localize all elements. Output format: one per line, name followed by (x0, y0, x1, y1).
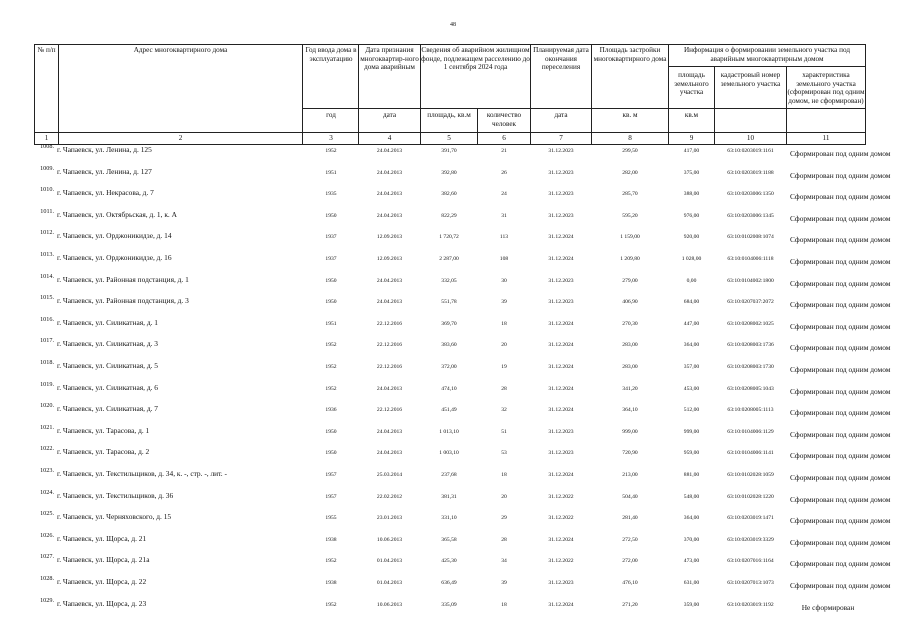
cell-people: 53 (501, 450, 507, 457)
cell-n: 1017. (40, 337, 54, 345)
header-characteristic: характеристика земельного участка (сформирован под одним домом, не сформирован) (787, 71, 865, 105)
cell-land: 388,00 (683, 191, 700, 198)
cell-date: 23.01.2013 (376, 515, 403, 522)
cell-year: 1935 (325, 191, 337, 198)
cell-people: 28 (501, 385, 507, 392)
cell-land: 417,00 (683, 148, 700, 154)
cell-people: 39 (501, 299, 507, 306)
cell-addr: г. Чапаевск, ул. Ленина, д. 127 (57, 166, 152, 176)
cell-date: 24.04.2013 (376, 428, 403, 435)
cell-addr: г. Чапаевск, ул. Щорса, д. 23 (57, 598, 147, 608)
cell-people: 20 (501, 342, 507, 349)
cell-n: 1019. (40, 380, 54, 388)
cell-date: 10.06.2013 (376, 601, 403, 608)
cell-date: 24.04.2013 (376, 191, 403, 198)
cell-land: 512,00 (683, 407, 700, 414)
header-area: Площадь застройки многоквартирного дома (593, 46, 667, 63)
cell-build: 283,00 (622, 364, 638, 370)
cell-year: 1952 (325, 385, 337, 392)
cell-plan: 31.12.2024 (548, 234, 574, 241)
header-cadastral: кадастровый номер земельного участка (720, 71, 781, 88)
cell-addr: г. Чапаевск, ул. Щорса, д. 21а (57, 555, 150, 565)
page-number: 48 (450, 22, 456, 28)
cell-n: 1008. (40, 143, 54, 150)
cell-year: 1957 (325, 493, 337, 500)
cell-year: 1952 (325, 364, 337, 370)
cell-year: 1950 (325, 428, 337, 435)
cell-addr: г. Чапаевск, ул. Щорса, д. 22 (57, 577, 147, 586)
col-index: 6 (502, 134, 506, 142)
cell-n: 1011. (40, 207, 54, 215)
cell-cad: 63:10:0104006:1118 (727, 256, 774, 262)
cell-char: Сформирован под одним домом (790, 235, 891, 245)
table-row (34, 251, 891, 275)
cell-build: 281,40 (622, 515, 638, 522)
table-row (34, 272, 891, 297)
cell-plan: 31.12.2024 (548, 407, 574, 414)
header-year: Год ввода дома в эксплуатацию (305, 46, 357, 63)
cell-cad: 63:10:0104002:1800 (727, 277, 774, 284)
table-row (34, 488, 891, 513)
cell-area: 372,00 (441, 364, 457, 370)
col-index: 7 (559, 134, 563, 142)
header-info: Сведения об аварийном жилищном фонде, подлежащем расселению до 1 сентября 2024 года (421, 46, 530, 72)
cell-people: 51 (501, 428, 507, 435)
cell-build: 999,00 (622, 428, 638, 435)
cell-people: 20 (501, 493, 507, 500)
cell-date: 12.09.2013 (376, 234, 403, 241)
cell-date: 24.04.2013 (376, 148, 403, 154)
cell-people: 32 (501, 407, 507, 414)
table-row (34, 531, 891, 556)
cell-char: Сформирован под одним домом (790, 473, 891, 482)
cell-cad: 63:10:0208003:1736 (727, 342, 774, 349)
cell-n: 1009. (40, 164, 54, 172)
cell-date: 12.09.2013 (376, 256, 403, 262)
cell-land: 473,00 (683, 558, 700, 565)
col-index: 1 (44, 134, 49, 142)
cell-n: 1024. (40, 488, 54, 496)
cell-n: 1023. (40, 467, 54, 474)
header-address: Адрес многоквартирного дома (133, 46, 228, 54)
header-land-area: площадь земельного участка (674, 71, 709, 97)
cell-land: 364,00 (683, 515, 700, 522)
cell-year: 1952 (325, 558, 337, 565)
cell-build: 299,50 (622, 148, 638, 154)
cell-land: 684,00 (683, 299, 700, 306)
cell-land: 881,00 (683, 472, 700, 478)
cell-area: 331,10 (441, 515, 457, 522)
table-row (34, 380, 891, 405)
col-index: 11 (822, 134, 830, 142)
cell-area: 391,70 (441, 148, 457, 154)
table-row (34, 575, 891, 599)
table-row (34, 164, 891, 189)
cell-land: 976,00 (683, 212, 700, 219)
table-row (34, 467, 891, 491)
cell-cad: 63:10:0203006:1350 (727, 191, 774, 198)
cell-build: 285,70 (622, 191, 638, 198)
cell-people: 18 (501, 601, 507, 608)
cell-date: 24.04.2013 (376, 277, 403, 284)
cell-addr: г. Чапаевск, ул. Орджоникидзе, д. 14 (57, 231, 172, 241)
cell-plan: 31.12.2023 (548, 212, 574, 219)
table-row (34, 229, 891, 253)
cell-area: 425,30 (441, 558, 457, 565)
table-row (34, 294, 891, 318)
cell-people: 113 (499, 234, 509, 241)
cell-build: 271,20 (622, 601, 638, 608)
cell-plan: 31.12.2024 (548, 472, 574, 478)
table-header (34, 44, 866, 145)
cell-addr: г. Чапаевск, ул. Силикатная, д. 5 (57, 361, 158, 370)
table-row (34, 445, 891, 469)
cell-n: 1028. (40, 575, 54, 582)
cell-plan: 31.12.2023 (548, 299, 574, 306)
cell-year: 1950 (325, 299, 337, 306)
cell-char: Сформирован под одним домом (790, 516, 891, 526)
cell-addr: г. Чапаевск, ул. Силикатная, д. 7 (57, 404, 158, 414)
header-no: № п/п (37, 46, 56, 54)
cell-people: 21 (501, 148, 507, 154)
cell-cad: 63:10:0208003:1730 (727, 364, 774, 370)
cell-land: 357,00 (683, 364, 700, 370)
cell-addr: г. Чапаевск, ул. Тарасова, д. 2 (57, 447, 150, 457)
cell-addr: г. Чапаевск, ул. Некрасова, д. 7 (57, 188, 154, 198)
cell-area: 2 287,00 (439, 256, 459, 262)
cell-char: Сформирован под одним домом (790, 278, 891, 288)
cell-build: 283,00 (622, 342, 638, 349)
cell-cad: 63:10:0104006:1129 (727, 428, 774, 435)
cell-year: 1938 (325, 536, 337, 543)
cell-year: 1952 (325, 342, 337, 349)
col-index: 4 (387, 134, 392, 142)
cell-people: 29 (501, 515, 507, 522)
cell-n: 1029. (40, 596, 54, 604)
cell-area: 451,49 (441, 407, 457, 414)
cell-plan: 31.12.2024 (548, 364, 574, 370)
table-row (34, 207, 891, 232)
cell-cad: 63:10:0203019:3329 (727, 536, 774, 543)
cell-area: 369,70 (441, 320, 457, 327)
cell-build: 504,40 (622, 493, 638, 500)
cell-area: 1 720,72 (439, 234, 459, 241)
cell-cad: 63:10:0203006:1345 (727, 212, 774, 219)
cell-cad: 63:10:0203019:1161 (727, 148, 774, 154)
cell-area: 474,10 (441, 385, 457, 392)
cell-people: 18 (501, 320, 507, 327)
cell-build: 406,90 (622, 299, 638, 306)
cell-char: Сформирован под одним домом (790, 300, 891, 310)
table-row (34, 402, 891, 426)
cell-cad: 63:10:0102008:1074 (727, 234, 774, 241)
cell-build: 1 159,00 (620, 234, 640, 241)
cell-date: 01.04.2013 (376, 558, 403, 565)
cell-char: Сформирован под одним домом (790, 257, 891, 266)
cell-char: Сформирован под одним домом (790, 365, 891, 374)
cell-cad: 63:10:0203019:1192 (727, 601, 774, 608)
cell-n: 1013. (40, 251, 54, 258)
cell-n: 1027. (40, 553, 54, 561)
cell-area: 822,29 (441, 212, 457, 219)
table-row (34, 596, 874, 621)
cell-addr: г. Чапаевск, ул. Силикатная, д. 1 (57, 317, 158, 327)
unit-year: год (326, 111, 336, 119)
cell-addr: г. Чапаевск, ул. Силикатная, д. 3 (57, 339, 158, 349)
cell-addr: г. Чапаевск, ул. Текстильщиков, д. 36 (57, 490, 174, 500)
cell-land: 359,00 (683, 601, 700, 608)
cell-year: 1938 (325, 580, 337, 586)
cell-area: 1 003,10 (439, 450, 459, 457)
cell-cad: 63:10:0207013:1073 (727, 580, 774, 586)
cell-people: 30 (501, 277, 507, 284)
cell-addr: г. Чапаевск, ул. Тарасова, д. 1 (57, 425, 150, 435)
cell-people: 31 (501, 212, 507, 219)
cell-char: Сформирован под одним домом (790, 149, 891, 158)
cell-area: 382,60 (441, 191, 457, 198)
cell-land: 0,00 (686, 277, 697, 284)
cell-year: 1950 (325, 212, 337, 219)
cell-plan: 31.12.2024 (548, 385, 574, 392)
col-index: 2 (178, 134, 183, 142)
unit-plan: дата (554, 111, 568, 119)
cell-land: 548,00 (683, 493, 700, 500)
cell-year: 1952 (325, 601, 337, 608)
cell-char: Сформирован под одним домом (790, 213, 891, 223)
cell-year: 1937 (325, 234, 337, 241)
cell-plan: 31.12.2023 (548, 277, 574, 284)
cell-plan: 31.12.2022 (548, 558, 574, 565)
cell-plan: 31.12.2023 (548, 191, 574, 198)
cell-char: Сформирован под одним домом (790, 343, 891, 353)
cell-plan: 31.12.2023 (548, 148, 574, 154)
cell-char: Сформирован под одним домом (790, 581, 891, 590)
cell-year: 1957 (325, 472, 337, 478)
cell-build: 213,00 (622, 472, 638, 478)
cell-year: 1955 (325, 515, 337, 522)
cell-build: 270,30 (622, 320, 638, 327)
cell-n: 1022. (40, 445, 54, 453)
cell-addr: г. Чапаевск, ул. Районная подстанция, д. 1 (57, 274, 189, 284)
col-index: 9 (689, 134, 694, 142)
cell-char: Сформирован под одним домом (790, 537, 891, 547)
cell-land: 631,00 (683, 580, 700, 586)
cell-land: 1 028,00 (681, 256, 702, 262)
cell-build: 272,00 (622, 558, 638, 565)
cell-build: 720,90 (622, 450, 638, 457)
cell-date: 24.04.2013 (376, 299, 403, 306)
cell-char: Сформирован под одним домом (790, 321, 891, 331)
table-row (34, 143, 891, 167)
cell-plan: 31.12.2023 (548, 169, 574, 176)
cell-addr: г. Чапаевск, ул. Районная подстанция, д. 3 (57, 296, 189, 306)
cell-plan: 31.12.2022 (548, 515, 574, 522)
cell-n: 1020. (40, 402, 54, 410)
cell-date: 10.06.2013 (376, 536, 403, 543)
cell-cad: 63:10:0203019:1188 (727, 169, 774, 176)
cell-date: 25.03.2014 (376, 472, 403, 478)
cell-area: 1 013,10 (439, 428, 459, 435)
cell-plan: 31.12.2023 (548, 580, 574, 586)
cell-date: 22.12.2016 (376, 320, 403, 327)
cell-char: Сформирован под одним домом (790, 494, 891, 504)
cell-cad: 63:10:0207037:2072 (727, 299, 774, 306)
cell-area: 332,05 (441, 277, 457, 284)
cell-area: 636,49 (441, 580, 457, 586)
cell-n: 1016. (40, 315, 54, 323)
cell-area: 551,78 (441, 299, 457, 306)
table-row (34, 553, 891, 577)
cell-people: 24 (501, 191, 507, 198)
cell-plan: 31.12.2024 (548, 536, 574, 543)
cell-area: 381,31 (441, 493, 457, 500)
cell-date: 24.04.2013 (376, 212, 403, 219)
cell-addr: г. Чапаевск, ул. Орджоникидзе, д. 16 (57, 253, 172, 262)
cell-date: 22.12.2016 (376, 407, 403, 414)
cell-people: 108 (499, 256, 509, 262)
cell-char: Сформирован под одним домом (790, 386, 891, 396)
cell-area: 335,09 (441, 601, 457, 608)
cell-land: 453,00 (683, 385, 700, 392)
cell-build: 341,20 (622, 385, 638, 392)
cell-build: 364,10 (622, 407, 638, 414)
cell-n: 1025. (40, 510, 54, 518)
cell-n: 1012. (40, 229, 54, 237)
cell-date: 24.04.2013 (376, 169, 403, 176)
cell-cad: 63:10:0203019:1471 (727, 515, 774, 522)
cell-land: 999,00 (683, 428, 700, 435)
cell-land: 959,00 (683, 450, 700, 457)
col-index: 10 (746, 134, 755, 142)
cell-n: 1026. (40, 531, 54, 539)
cell-land: 375,00 (683, 169, 700, 176)
cell-area: 365,58 (441, 536, 457, 543)
cell-date: 22.12.2016 (376, 364, 403, 370)
col-index: 3 (329, 134, 333, 142)
cell-people: 26 (501, 169, 507, 176)
cell-date: 24.04.2013 (376, 450, 403, 457)
cell-plan: 31.12.2023 (548, 450, 574, 457)
cell-year: 1937 (325, 256, 337, 262)
cell-char: Сформирован под одним домом (790, 192, 891, 202)
cell-area: 237,68 (441, 472, 457, 478)
cell-n: 1010. (40, 186, 54, 194)
cell-build: 476,10 (622, 580, 638, 586)
cell-area: 392,80 (441, 169, 457, 176)
cell-plan: 31.12.2022 (548, 493, 574, 500)
unit-land: кв.м (684, 111, 699, 119)
col-index: 8 (628, 134, 632, 142)
cell-people: 18 (501, 472, 507, 478)
cell-char: Сформирован под одним домом (790, 451, 891, 461)
cell-build: 1 209,80 (620, 256, 640, 262)
cell-land: 370,00 (683, 536, 700, 543)
cell-people: 28 (501, 536, 507, 543)
cell-plan: 31.12.2024 (548, 601, 574, 608)
header-land: Информация о формировании земельного участка под аварийным многоквартирным домом (683, 46, 850, 63)
cell-date: 01.04.2013 (376, 580, 403, 586)
unit-area: площадь, кв.м (427, 111, 471, 119)
cell-year: 1951 (325, 320, 337, 327)
cell-addr: г. Чапаевск, ул. Октябрьская, д. 1, к. А (57, 209, 177, 219)
cell-cad: 63:10:0208005:1113 (727, 407, 774, 414)
cell-cad: 63:10:0104006:1141 (727, 450, 774, 457)
cell-char: Сформирован под одним домом (790, 170, 891, 180)
header-plan: Планируемая дата окончания переселения (533, 46, 589, 72)
cell-addr: г. Чапаевск, ул. Щорса, д. 21 (57, 533, 147, 543)
cell-date: 22.12.2016 (376, 342, 403, 349)
cell-plan: 31.12.2024 (548, 256, 574, 262)
cell-cad: 63:10:0207016:1164 (727, 558, 774, 565)
cell-cad: 63:10:0102028:1220 (727, 493, 774, 500)
cell-char: Сформирован под одним домом (790, 559, 891, 569)
cell-year: 1951 (325, 169, 337, 176)
unit-build: кв. м (622, 111, 638, 119)
cell-date: 24.04.2013 (376, 385, 403, 392)
table-row (34, 315, 891, 340)
cell-char: Сформирован под одним домом (790, 408, 891, 418)
cell-land: 920,00 (683, 234, 700, 241)
cell-addr: г. Чапаевск, ул. Силикатная, д. 6 (57, 382, 158, 392)
header-date: Дата признания многоквартир-ного дома аварийным (360, 46, 419, 72)
cell-land: 447,00 (683, 320, 700, 327)
cell-char: Не сформирован (801, 602, 855, 612)
cell-people: 34 (501, 558, 507, 565)
cell-date: 22.02.2012 (376, 493, 403, 500)
cell-land: 364,00 (683, 342, 700, 349)
table-row (34, 337, 891, 361)
table-row (34, 423, 891, 448)
cell-year: 1936 (325, 407, 337, 414)
cell-addr: г. Чапаевск, ул. Текстильщиков, д. 34, к. -, стр. -, лит. - (57, 469, 227, 478)
cell-year: 1950 (325, 450, 337, 457)
cell-year: 1952 (325, 148, 337, 154)
cell-cad: 63:10:0208002:1025 (727, 320, 774, 327)
cell-n: 1015. (40, 294, 54, 302)
cell-n: 1021. (40, 423, 54, 431)
cell-addr: г. Чапаевск, ул. Ленина, д. 125 (57, 145, 152, 154)
cell-area: 383,60 (441, 342, 457, 349)
unit-people: количество человек (486, 111, 522, 128)
cell-addr: г. Чапаевск, ул. Черняховского, д. 15 (57, 512, 172, 522)
cell-build: 279,00 (622, 277, 638, 284)
table-row (34, 510, 891, 534)
col-index: 5 (447, 134, 451, 142)
cell-cad: 63:10:0102028:1059 (727, 472, 774, 478)
cell-build: 595,20 (622, 212, 638, 219)
table-row (34, 186, 891, 210)
cell-people: 39 (501, 580, 507, 586)
unit-date: дата (382, 111, 397, 119)
cell-n: 1018. (40, 359, 54, 366)
cell-year: 1950 (325, 277, 337, 284)
cell-plan: 31.12.2024 (548, 320, 574, 327)
cell-plan: 31.12.2024 (548, 342, 574, 349)
cell-build: 272,50 (622, 536, 638, 543)
cell-plan: 31.12.2023 (548, 428, 574, 435)
table-row (34, 359, 891, 383)
cell-people: 19 (501, 364, 507, 370)
cell-build: 282,00 (622, 169, 638, 176)
cell-char: Сформирован под одним домом (790, 429, 891, 439)
cell-n: 1014. (40, 272, 54, 280)
cell-cad: 63:10:0208005:1043 (727, 385, 774, 392)
